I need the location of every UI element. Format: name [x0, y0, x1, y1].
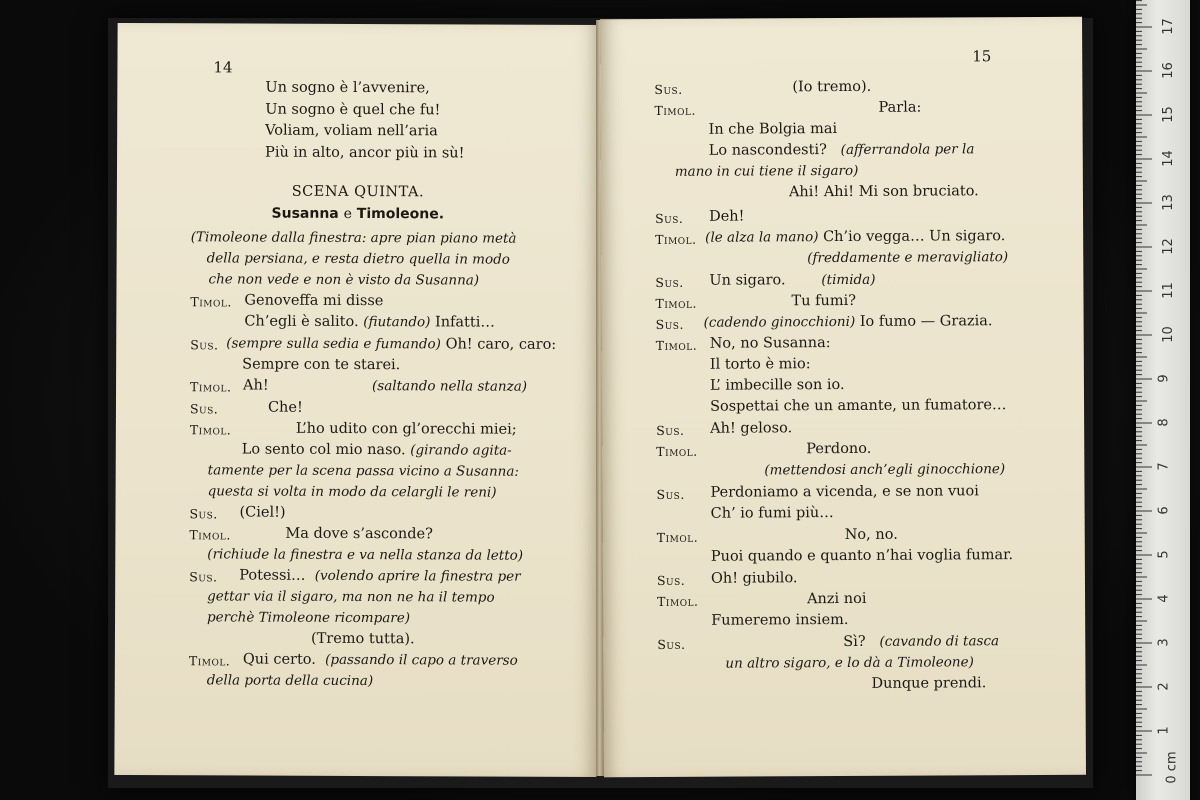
stage-direction: (le alza la mano)	[705, 229, 819, 246]
dialog-line	[239, 565, 520, 587]
speaker-label: Timol.	[189, 527, 231, 543]
ruler-number: 17	[1160, 18, 1176, 35]
dialog-text: Lo nascondesti?	[708, 142, 827, 159]
speaker-label: Sus.	[189, 401, 219, 417]
character-name: Timoleone.	[356, 205, 445, 223]
dialog-line: Un sigaro.	[709, 272, 786, 289]
speaker-label: Sus.	[656, 486, 685, 502]
dialog-line: Fumeremo insiem.	[711, 611, 849, 629]
speaker-label: Sus.	[655, 316, 684, 332]
dialog-line	[226, 333, 556, 355]
dialog-line	[704, 311, 993, 334]
dialog-line: Dunque prendi.	[871, 675, 987, 692]
ruler-number: 10	[1160, 326, 1176, 343]
dialog-line	[843, 631, 999, 653]
speaker-label: Sus.	[190, 337, 219, 353]
speaker-label: Sus.	[189, 569, 218, 585]
stage-direction: (afferrandola per la	[840, 141, 975, 159]
speaker-label: Timol.	[656, 443, 698, 459]
verse-line: Voliam, voliam nell’aria	[265, 122, 438, 140]
stage-direction: gettar via il sigaro, ma non ne ha il tempo	[207, 588, 495, 606]
right-page	[600, 17, 1086, 778]
stage-direction: un altro sigaro, e lo dà a Timoleone)	[725, 654, 974, 672]
ruler-number: 4	[1156, 594, 1172, 603]
speaker-label: Timol.	[655, 295, 697, 311]
ruler-number: 1	[1156, 726, 1172, 735]
stage-direction: (fiutando)	[363, 314, 431, 331]
speaker-label: Sus.	[656, 422, 685, 438]
speaker-label: Timol.	[190, 294, 232, 310]
dialog-text: Ch’io vegga… Un sigaro.	[823, 228, 1006, 246]
dialog-line: Ah! geloso.	[710, 420, 793, 437]
scene-heading: SCENA QUINTA.	[291, 183, 425, 201]
stage-direction: della persiana, e resta dietro quella in modo	[206, 250, 510, 268]
dialog-line: Perdoniamo a vicenda, e se non vuoi	[710, 483, 979, 501]
stage-direction: (mettendosi anch’egli ginocchione)	[764, 461, 1006, 479]
stage-direction: mano in cui tiene il sigaro)	[674, 162, 859, 180]
verse-line: Un sogno è quel che fu!	[265, 101, 441, 119]
stage-direction: (passando il capo a traverso	[325, 651, 518, 669]
dialog-line: Anzi noi	[807, 590, 867, 608]
dialog-line: Parla:	[878, 99, 922, 116]
dialog-line: Perdono.	[806, 440, 872, 458]
speaker-label: Timol.	[657, 593, 699, 609]
page-number: 14	[213, 58, 233, 77]
dialog-line: Ma dove s’asconde?	[285, 525, 433, 543]
dialog-text: Lo sento col mio naso.	[241, 441, 406, 459]
ruler-number: 13	[1160, 194, 1176, 211]
stage-direction: (girando agita-	[410, 442, 512, 459]
character-name: Susanna	[271, 205, 339, 222]
ruler-number: 11	[1160, 282, 1176, 299]
stage-direction: (sempre sulla sedia e fumando)	[226, 335, 442, 353]
page-number: 15	[972, 47, 992, 66]
dialog-line	[705, 226, 1005, 249]
dialog-line	[709, 139, 975, 161]
speaker-label: Timol.	[189, 422, 232, 438]
ruler-number: 15	[1160, 106, 1176, 123]
stage-direction: (cavando di tasca	[879, 633, 1000, 650]
ruler-number: 9	[1156, 374, 1172, 383]
ruler-number: 2	[1156, 682, 1172, 691]
dialog-line	[244, 312, 495, 334]
dialog-line: Ah!	[243, 377, 269, 394]
speaker-label: Timol.	[654, 102, 696, 118]
speaker-label: Sus.	[654, 81, 683, 97]
dialog-text: Infatti…	[434, 314, 495, 331]
dialog-line	[242, 439, 512, 461]
stage-direction: perchè Timoleone ricompare)	[207, 609, 411, 627]
dialog-text: Io fumo — Grazia.	[859, 313, 993, 330]
dialog-line: No, no.	[844, 526, 898, 543]
speaker-label: Sus.	[189, 506, 218, 522]
dialog-line: In che Bolgia mai	[708, 121, 838, 138]
stage-direction: (Timoleone dalla finestra: apre pian piano metà	[190, 229, 517, 247]
dialog-line: No, no Susanna:	[709, 335, 831, 352]
dialog-line: Tu fumi?	[791, 292, 857, 310]
dialog-line: Che!	[267, 399, 303, 416]
stage-direction: (cadendo ginocchioni)	[703, 313, 856, 331]
dialog-text: Oh! caro, caro:	[445, 336, 557, 353]
dialog-line: Puoi quando e quanto n’hai voglia fumar.	[710, 547, 1014, 565]
speaker-label: Timol.	[655, 231, 697, 247]
ruler-unit-label: 0 cm	[1164, 751, 1180, 784]
ruler-number: 8	[1156, 418, 1172, 427]
stage-direction: tamente per la scena passa vicino a Susanna:	[207, 462, 520, 480]
dialog-line: Oh! giubilo.	[710, 570, 798, 587]
dialog-line: Ahi! Ahi! Mi son bruciato.	[788, 183, 979, 201]
dialog-line: L’ho udito con gl’orecchi miei;	[295, 420, 517, 438]
dialog-line: Sempre con te starei.	[242, 356, 401, 374]
speaker-label: Sus.	[655, 210, 684, 226]
ruler-number: 5	[1156, 550, 1172, 559]
dialog-line: Sospettai che un amante, un fumatore…	[710, 397, 1007, 415]
stage-direction: della porta della cucina)	[206, 672, 374, 690]
dialog-text: Potessi…	[239, 567, 306, 584]
ruler-number: 12	[1160, 238, 1176, 255]
left-page	[114, 23, 599, 777]
stage-direction: questa si volta in modo da celargli le reni)	[207, 483, 497, 501]
speaker-label: Sus.	[655, 274, 684, 290]
dialog-line: Ch’ io fumi più…	[710, 505, 834, 522]
dialog-line: (Ciel!)	[239, 504, 286, 521]
dialog-line: Il torto è mio:	[709, 356, 811, 373]
stage-direction: (volendo aprire la finestra per	[314, 567, 521, 585]
ruler-number: 3	[1156, 638, 1172, 647]
stage-direction: (saltando nella stanza)	[372, 378, 528, 395]
speaker-label: Timol.	[655, 337, 698, 353]
speaker-label: Timol.	[190, 379, 232, 395]
speaker-label: Sus.	[657, 636, 686, 652]
dialog-text: Sì?	[843, 633, 866, 651]
stage-direction: (timida)	[821, 271, 876, 289]
dialog-text: Ch’egli è salito.	[244, 313, 359, 331]
dialog-line: Deh!	[709, 208, 745, 225]
stage-direction: (freddamente e meravigliato)	[807, 249, 1009, 267]
dialog-line: (Io tremo).	[792, 78, 872, 96]
dialog-text: Qui certo.	[242, 651, 316, 668]
ruler-number: 6	[1156, 506, 1172, 515]
speaker-label: Timol.	[188, 653, 231, 669]
dialog-line: (Tremo tutta).	[310, 630, 415, 648]
speaker-label: Sus.	[656, 572, 686, 588]
speaker-label: Timol.	[656, 529, 699, 545]
ruler-number: 7	[1156, 462, 1172, 471]
verse-line: Più in alto, ancor più in sù!	[265, 144, 465, 162]
ruler-number: 14	[1160, 150, 1176, 167]
verse-line: Un sogno è l’avvenire,	[265, 79, 430, 97]
dialog-line: L’ imbecille son io.	[709, 376, 845, 394]
dialog-line: Genoveffa mi disse	[244, 292, 384, 310]
characters-heading	[117, 203, 599, 226]
measuring-ruler	[1136, 0, 1190, 800]
stage-direction: che non vede e non è visto da Susanna)	[208, 271, 480, 289]
ruler-number: 16	[1160, 62, 1176, 79]
conjunction: e	[343, 205, 352, 222]
dialog-line	[243, 650, 518, 672]
stage-direction: (richiude la finestra e va nella stanza da letto)	[207, 546, 524, 564]
